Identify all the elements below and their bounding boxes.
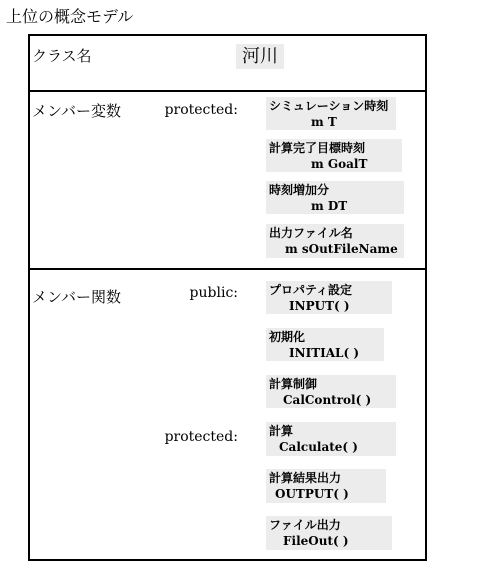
variable-desc: 出力ファイル名 xyxy=(269,226,353,240)
class-diagram-frame xyxy=(28,34,427,561)
function-desc: 計算 xyxy=(269,424,294,438)
function-desc: 計算結果出力 xyxy=(269,471,342,485)
function-name: CalControl( ) xyxy=(283,393,372,407)
variable-item xyxy=(266,224,404,258)
variable-name: m T xyxy=(311,115,337,129)
variable-desc: 計算完了目標時刻 xyxy=(269,141,366,155)
member-variables-label: メンバー変数 xyxy=(32,102,121,120)
diagram-title: 上位の概念モデル xyxy=(6,7,134,26)
variable-desc: 時刻増加分 xyxy=(269,183,330,197)
function-item xyxy=(266,281,392,314)
function-name: Calculate( ) xyxy=(279,440,358,454)
function-item xyxy=(266,422,396,456)
function-item xyxy=(266,516,392,550)
function-item xyxy=(266,469,386,503)
class-name-label: クラス名 xyxy=(32,47,92,65)
function-name: FileOut( ) xyxy=(283,534,349,548)
section-divider-1 xyxy=(30,90,425,92)
variable-name: m DT xyxy=(311,199,348,213)
variables-access-protected: protected: xyxy=(164,102,238,118)
function-desc: 初期化 xyxy=(269,330,306,344)
variable-desc: シミュレーション時刻 xyxy=(269,99,389,113)
member-functions-label: メンバー関数 xyxy=(32,288,121,306)
function-desc: ファイル出力 xyxy=(269,518,341,532)
variable-name: m GoalT xyxy=(311,157,368,171)
variable-item xyxy=(266,97,396,130)
functions-access-public: public: xyxy=(189,285,238,301)
function-item xyxy=(266,328,384,361)
function-name: INPUT( ) xyxy=(289,299,350,313)
function-name: OUTPUT( ) xyxy=(275,487,349,501)
function-name: INITIAL( ) xyxy=(289,346,360,360)
function-desc: 計算制御 xyxy=(269,377,318,391)
function-desc: プロパティ設定 xyxy=(269,283,353,297)
variable-item xyxy=(266,139,402,172)
function-item xyxy=(266,375,396,408)
variable-item xyxy=(266,181,404,214)
variable-name: m sOutFileName xyxy=(285,242,398,256)
functions-access-protected: protected: xyxy=(164,429,238,445)
section-divider-2 xyxy=(30,268,425,270)
class-name-value: 河川 xyxy=(236,44,284,69)
